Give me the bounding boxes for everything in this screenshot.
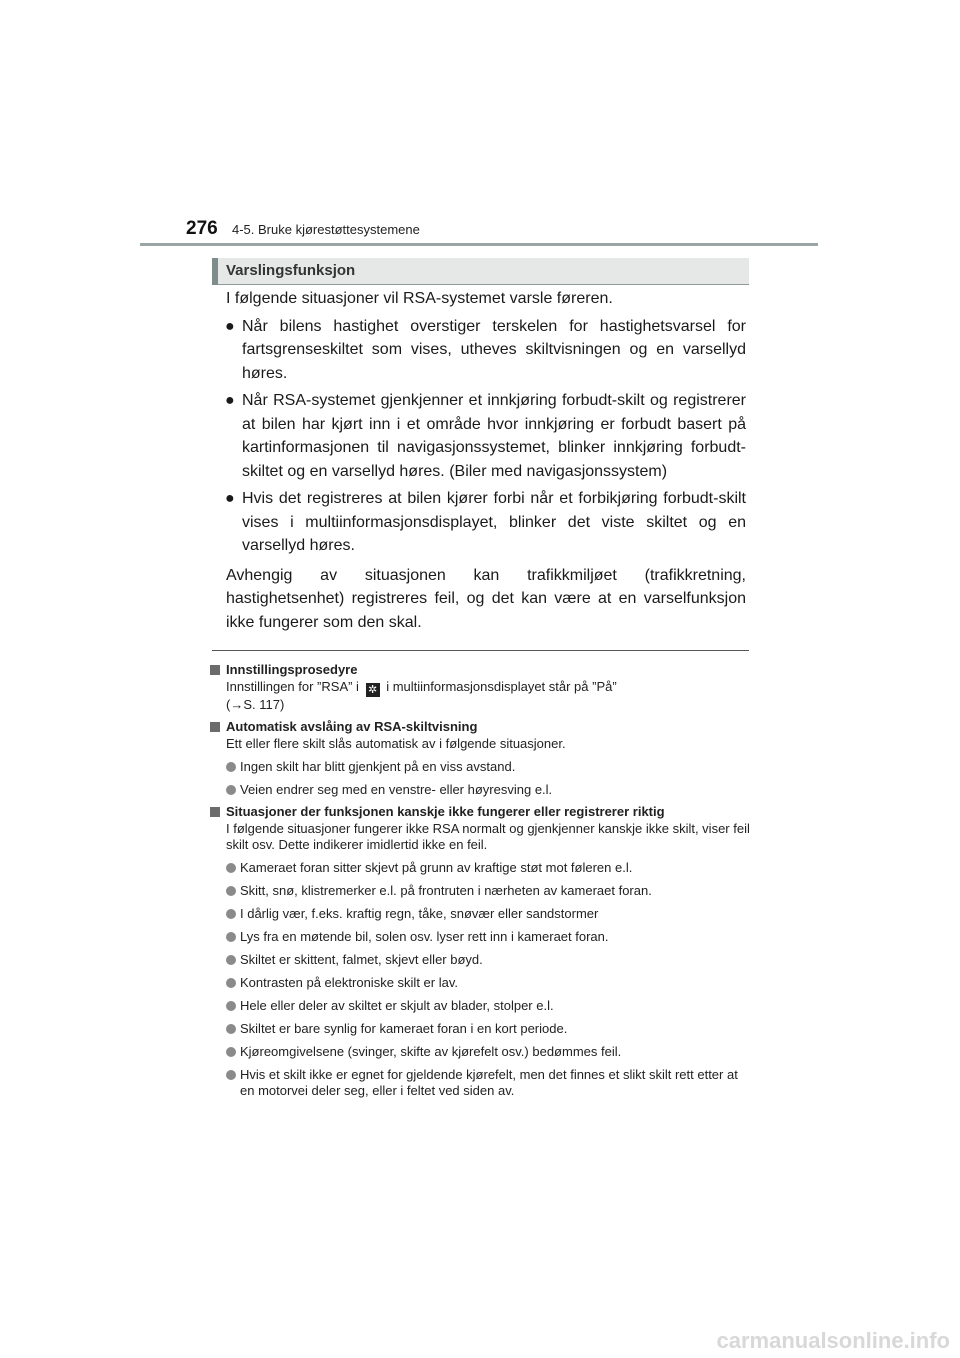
note-heading-text: Automatisk avslåing av RSA-skiltvisning <box>226 719 478 734</box>
note-list-text: I dårlig vær, f.eks. kraftig regn, tåke, snøvær eller sandstormer <box>240 906 599 921</box>
chapter-title: 4-5. Bruke kjørestøttesystemene <box>232 222 420 237</box>
bullet-dot-icon <box>226 978 236 988</box>
note-list-item <box>210 998 750 1014</box>
bullet-dot-icon: ● <box>225 392 235 409</box>
bullet-text: Når bilens hastighet overstiger terskelen for hastighetsvarsel for fartsgrenseskiltet som vises, utheves skiltvisningen og en varsellyd høres. <box>242 317 746 382</box>
note-list-item <box>210 929 750 945</box>
page-reference: (→S. 117) <box>226 697 285 712</box>
note-text <box>210 679 750 713</box>
bullet-dot-icon <box>226 1047 236 1057</box>
note-list-text: Skitt, snø, klistremerker e.l. på frontruten i nærheten av kameraet foran. <box>240 883 652 898</box>
bullet-dot-icon <box>226 886 236 896</box>
section-title: Varslingsfunksjon <box>226 262 356 279</box>
bullet-dot-icon <box>226 863 236 873</box>
bullet-item <box>226 389 746 483</box>
bullet-dot-icon <box>226 1070 236 1080</box>
watermark: carmanualsonline.info <box>716 1328 950 1353</box>
note-list-item <box>210 759 750 775</box>
notes-divider <box>212 650 749 651</box>
note-heading <box>210 719 750 735</box>
bullet-dot-icon <box>226 932 236 942</box>
note-list-item <box>210 782 750 798</box>
note-heading-text: Situasjoner der funksjonen kanskje ikke fungerer eller registrerer riktig <box>226 804 665 819</box>
intro-paragraph: I følgende situasjoner vil RSA-systemet varsle føreren. <box>226 290 613 307</box>
bullet-text: Når RSA-systemet gjenkjenner et innkjøring forbudt-skilt og registrerer at bilen har kjørt inn i et område hvor innkjøring er forbudt basert på kartinformasjonen til navigasjonssystemet, blinker innkjøring forbudt-skiltet og en varsellyd høres. (Biler med navigasjonssystem) <box>242 392 746 480</box>
bullet-item <box>226 315 746 386</box>
note-list-item <box>210 906 750 922</box>
note-list-text: Hele eller deler av skiltet er skjult av blader, stolper e.l. <box>240 998 554 1013</box>
note-list-text: Kjøreomgivelsene (svinger, skifte av kjørefelt osv.) bedømmes feil. <box>240 1044 622 1059</box>
section-accent <box>212 258 218 285</box>
note-text: Ett eller flere skilt slås automatisk av i følgende situasjoner. <box>226 736 566 751</box>
bullet-dot-icon <box>226 955 236 965</box>
note-list-text: Lys fra en møtende bil, solen osv. lyser rett inn i kameraet foran. <box>240 929 609 944</box>
bullet-dot-icon <box>226 1024 236 1034</box>
bullet-dot-icon <box>226 1001 236 1011</box>
note-list-item <box>210 1044 750 1060</box>
bullet-dot-icon <box>226 909 236 919</box>
note-text-before: Innstillingen for ”RSA” i <box>226 679 359 694</box>
main-text <box>226 287 746 638</box>
bullet-item <box>226 487 746 558</box>
note-list-text: Veien endrer seg med en venstre- eller høyresving e.l. <box>240 782 553 797</box>
note-heading-text: Innstillingsprosedyre <box>226 662 358 677</box>
page-number: 276 <box>186 218 218 239</box>
note-list-item <box>210 975 750 991</box>
note-heading <box>210 804 750 820</box>
note-list-text: Hvis et skilt ikke er egnet for gjeldende kjørefelt, men det finnes et slikt skilt rett etter at en motorvei deler seg, eller i feltet ved siden av. <box>240 1067 738 1098</box>
note-text-after: i multiinformasjonsdisplayet står på ”På” <box>386 679 617 694</box>
notes-section <box>210 656 750 1099</box>
bullet-text: Hvis det registreres at bilen kjører forbi når et forbikjøring forbudt-skilt vises i multiinformasjonsdisplayet, blinker det viste skiltet og en varsellyd høres. <box>242 490 746 554</box>
note-heading <box>210 662 750 678</box>
gear-icon: ✲ <box>366 683 380 697</box>
note-text: I følgende situasjoner fungerer ikke RSA normalt og gjenkjenner kanskje ikke skilt, viser feil skilt osv. Dette indikerer imidlertid ikke en feil. <box>226 821 750 852</box>
bullet-dot-icon <box>226 785 236 795</box>
bullet-dot-icon <box>226 762 236 772</box>
bullet-dot-icon: ● <box>225 317 235 335</box>
square-bullet-icon <box>210 665 220 675</box>
header-rule <box>140 243 818 246</box>
note-list-text: Kameraet foran sitter skjevt på grunn av kraftige støt mot føleren e.l. <box>240 860 633 875</box>
note-list-text: Skiltet er skittent, falmet, skjevt eller bøyd. <box>240 952 483 967</box>
square-bullet-icon <box>210 807 220 817</box>
note-list-text: Ingen skilt har blitt gjenkjent på en viss avstand. <box>240 759 516 774</box>
section-heading-bar <box>212 258 749 285</box>
note-list-text: Skiltet er bare synlig for kameraet foran i en kort periode. <box>240 1021 568 1036</box>
note-list-item <box>210 860 750 876</box>
note-list-text: Kontrasten på elektroniske skilt er lav. <box>240 975 458 990</box>
note-list-item <box>210 1067 750 1099</box>
note-list-item <box>210 952 750 968</box>
square-bullet-icon <box>210 722 220 732</box>
closing-paragraph: Avhengig av situasjonen kan trafikkmiljøet (trafikkretning, hastighetsenhet) registreres feil, og det kan være at en varselfunksjon ikke fungerer som den skal. <box>226 566 746 631</box>
note-list-item <box>210 883 750 899</box>
note-list-item <box>210 1021 750 1037</box>
bullet-dot-icon: ● <box>225 490 235 507</box>
